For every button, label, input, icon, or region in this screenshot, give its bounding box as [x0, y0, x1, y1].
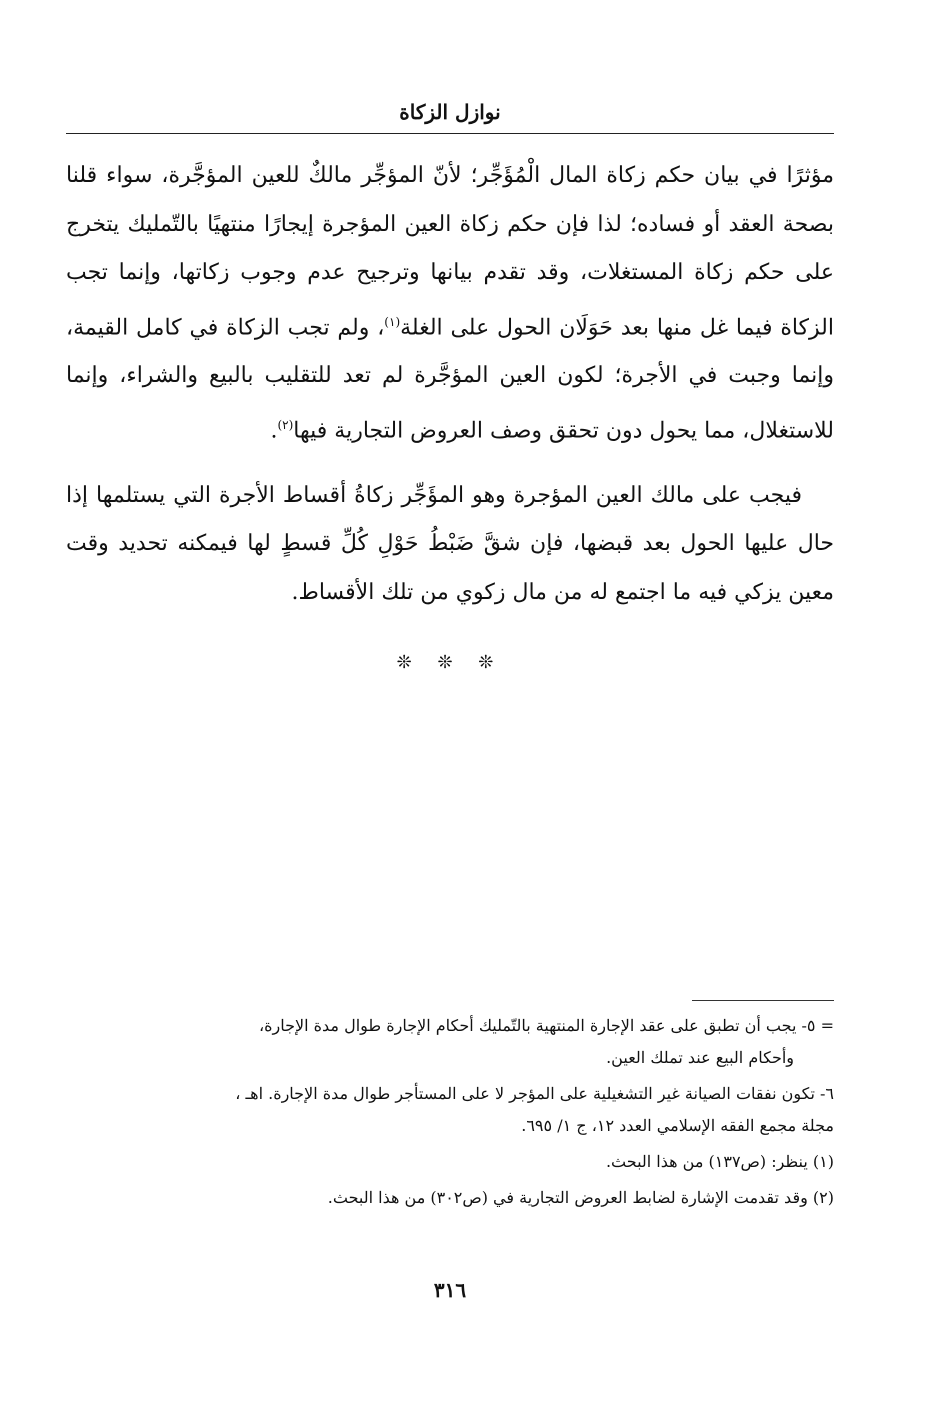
page-number: ٣١٦: [433, 1278, 467, 1302]
footnote-item-5-text: = ٥- يجب أن تطبق على عقد الإجارة المنتهية بالتّمليك أحكام الإجارة طوال مدة الإجارة،: [258, 1016, 834, 1035]
footnote-item-6-continuation: مجلة مجمع الفقه الإسلامي العدد ١٢، ج ١/ ٦٩٥.: [521, 1116, 834, 1135]
paragraph-2: فيجب على مالك العين المؤجرة وهو المؤَجِّر زكاةُ أقساط الأجرة التي يستلمها إذا حال عليها الحول بعد قبضها، فإن شقَّ ضَبْطُ حَوْلِ كُلِّ قسطٍ لها فيمكنه تحديد وقت معين يزكي فيه ما اجتمع له من مال زكوي من تلك الأقساط.: [66, 482, 834, 605]
footnote-item-6: [66, 1078, 834, 1142]
paragraph-1-end: .: [270, 418, 278, 444]
footnote-1: (١) ينظر: (ص١٣٧) من هذا البحث.: [605, 1152, 834, 1171]
footnote-ref-1: (١): [384, 314, 401, 329]
footnote-item-6-text: ٦- تكون نفقات الصيانة غير التشغيلية على المؤجر لا على المستأجر طوال مدة الإجارة. اهـ ،: [235, 1084, 834, 1103]
footnotes: [66, 1010, 834, 1218]
paragraph-1: [66, 152, 834, 456]
running-header: نوازل الزكاة: [399, 100, 501, 124]
footnote-ref-2: (٢): [277, 417, 294, 432]
footnote-item-5: [66, 1010, 834, 1074]
header-rule: [66, 133, 834, 134]
footnote-item-5-continuation: وأحكام البيع عند تملك العين.: [606, 1048, 794, 1067]
section-separator: ❊ ❊ ❊: [396, 652, 504, 673]
footnote-2: (٢) وقد تقدمت الإشارة لضابط العروض التجارية في (ص٣٠٢) من هذا البحث.: [327, 1188, 834, 1207]
paragraph-1-continuation: ، ولم تجب الزكاة في كامل القيمة، وإنما وجبت في الأجرة؛ لكون العين المؤجَّرة لم تعد للتقليب بالبيع والشراء، وإنما للاستغلال، مما يحول دون تحقق وصف العروض التجارية فيها: [66, 314, 834, 444]
main-text: [66, 152, 834, 617]
footnote-rule: [692, 1000, 834, 1001]
paragraph-1-text: مؤثرًا في بيان حكم زكاة المال الْمُؤَجِّر؛ لأنّ المؤجِّر مالكٌ للعين المؤجَّرة، سواء قلنا بصحة العقد أو فساده؛ لذا فإن حكم زكاة العين المؤجرة إيجارًا منتهيًا بالتّمليك يتخرج على حكم زكاة المستغلات، وقد تقدم بيانها وترجيح عدم وجوب زكاتها، وإنما تجب الزكاة فيما غل منها بعد حَوَلَان الحول على الغلة: [66, 163, 834, 340]
